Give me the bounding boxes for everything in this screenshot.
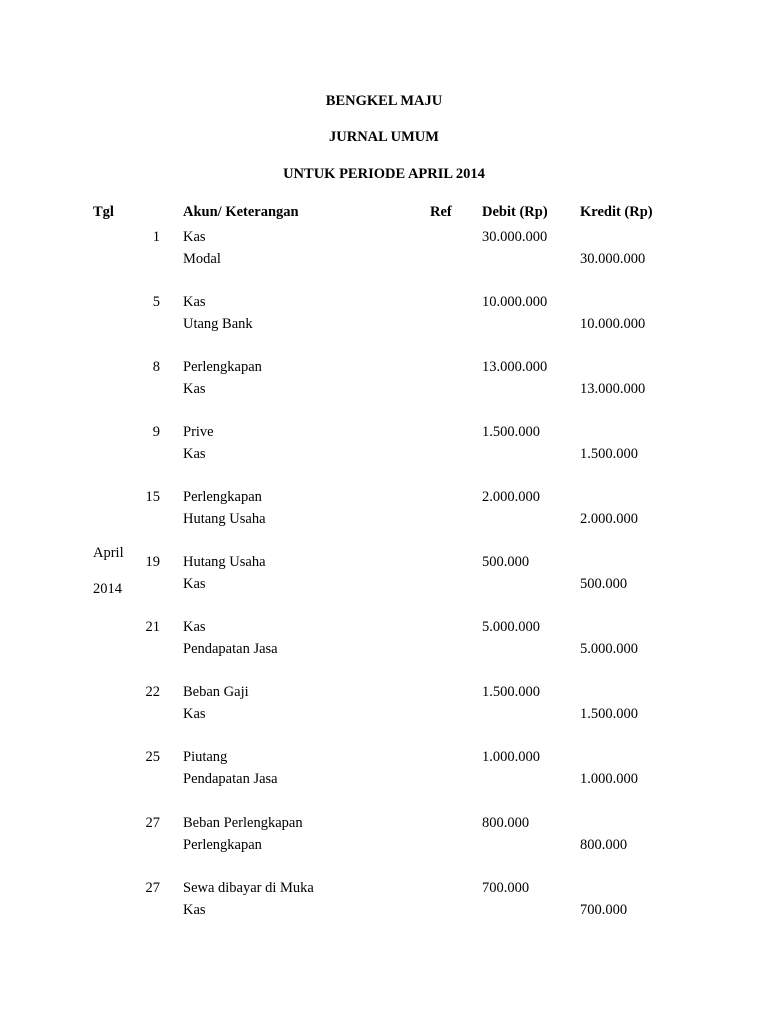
date-year-label: 2014 xyxy=(93,581,122,597)
entry-credit-amount: 5.000.000 xyxy=(580,641,638,657)
date-month-label: April xyxy=(93,545,124,561)
company-title: BENGKEL MAJU xyxy=(325,93,443,109)
entry-debit-account: Perlengkapan xyxy=(183,489,262,505)
entry-credit-account: Modal xyxy=(183,251,221,267)
entry-debit-account: Sewa dibayar di Muka xyxy=(183,880,314,896)
entry-credit-account: Kas xyxy=(183,381,206,397)
journal-entry xyxy=(0,551,768,595)
journal-entry xyxy=(0,356,768,400)
entry-debit-amount: 700.000 xyxy=(482,880,530,896)
entry-debit-account: Hutang Usaha xyxy=(183,554,266,570)
journal-entry xyxy=(0,616,768,660)
entry-debit-amount: 1.500.000 xyxy=(482,424,540,440)
journal-entry xyxy=(0,681,768,725)
journal-entry xyxy=(0,291,768,335)
entry-debit-account: Perlengkapan xyxy=(183,359,262,375)
entry-debit-amount: 30.000.000 xyxy=(482,229,548,245)
entry-day: 8 xyxy=(152,359,160,375)
entry-debit-amount: 13.000.000 xyxy=(482,359,548,375)
entry-credit-account: Kas xyxy=(183,576,206,592)
journal-entry xyxy=(0,421,768,465)
entry-debit-account: Prive xyxy=(183,424,214,440)
journal-entry xyxy=(0,486,768,530)
entry-day: 15 xyxy=(145,489,160,505)
entry-day: 25 xyxy=(145,749,160,765)
entry-credit-amount: 800.000 xyxy=(580,837,628,853)
period-title: UNTUK PERIODE APRIL 2014 xyxy=(283,166,485,182)
entry-credit-amount: 700.000 xyxy=(580,902,628,918)
journal-entry xyxy=(0,877,768,921)
entry-debit-amount: 1.000.000 xyxy=(482,749,540,765)
entry-credit-account: Pendapatan Jasa xyxy=(183,641,278,657)
entry-credit-amount: 1.500.000 xyxy=(580,706,638,722)
entry-debit-amount: 500.000 xyxy=(482,554,530,570)
entry-debit-amount: 800.000 xyxy=(482,815,530,831)
column-header-debit: Debit (Rp) xyxy=(482,204,548,220)
report-title: JURNAL UMUM xyxy=(329,129,439,145)
column-header-tgl: Tgl xyxy=(93,204,114,220)
journal-entry xyxy=(0,746,768,790)
column-header-kredit: Kredit (Rp) xyxy=(580,204,653,220)
column-header-akun: Akun/ Keterangan xyxy=(183,204,299,220)
entry-debit-account: Kas xyxy=(183,619,206,635)
entry-credit-account: Pendapatan Jasa xyxy=(183,771,278,787)
entry-day: 5 xyxy=(152,294,160,310)
entry-day: 9 xyxy=(152,424,160,440)
entry-debit-amount: 10.000.000 xyxy=(482,294,548,310)
entry-credit-account: Utang Bank xyxy=(183,316,253,332)
column-header-ref: Ref xyxy=(430,204,452,220)
entry-debit-amount: 5.000.000 xyxy=(482,619,540,635)
entry-credit-amount: 1.000.000 xyxy=(580,771,638,787)
entry-credit-amount: 1.500.000 xyxy=(580,446,638,462)
entry-day: 27 xyxy=(145,815,160,831)
entry-credit-account: Perlengkapan xyxy=(183,837,262,853)
entry-day: 19 xyxy=(145,554,160,570)
entry-day: 21 xyxy=(145,619,160,635)
entry-credit-account: Kas xyxy=(183,902,206,918)
entry-day: 1 xyxy=(152,229,160,245)
entry-debit-account: Piutang xyxy=(183,749,228,765)
entry-credit-amount: 30.000.000 xyxy=(580,251,646,267)
entry-day: 27 xyxy=(145,880,160,896)
entry-debit-account: Kas xyxy=(183,294,206,310)
entry-debit-account: Beban Perlengkapan xyxy=(183,815,303,831)
entry-credit-account: Kas xyxy=(183,706,206,722)
entry-debit-amount: 1.500.000 xyxy=(482,684,540,700)
entry-credit-amount: 500.000 xyxy=(580,576,628,592)
entry-credit-account: Hutang Usaha xyxy=(183,511,266,527)
entry-debit-amount: 2.000.000 xyxy=(482,489,540,505)
entry-debit-account: Kas xyxy=(183,229,206,245)
entry-credit-account: Kas xyxy=(183,446,206,462)
entry-day: 22 xyxy=(145,684,160,700)
journal-entry xyxy=(0,226,768,270)
entry-debit-account: Beban Gaji xyxy=(183,684,249,700)
entry-credit-amount: 2.000.000 xyxy=(580,511,638,527)
entry-credit-amount: 13.000.000 xyxy=(580,381,646,397)
journal-entry xyxy=(0,812,768,856)
entry-credit-amount: 10.000.000 xyxy=(580,316,646,332)
